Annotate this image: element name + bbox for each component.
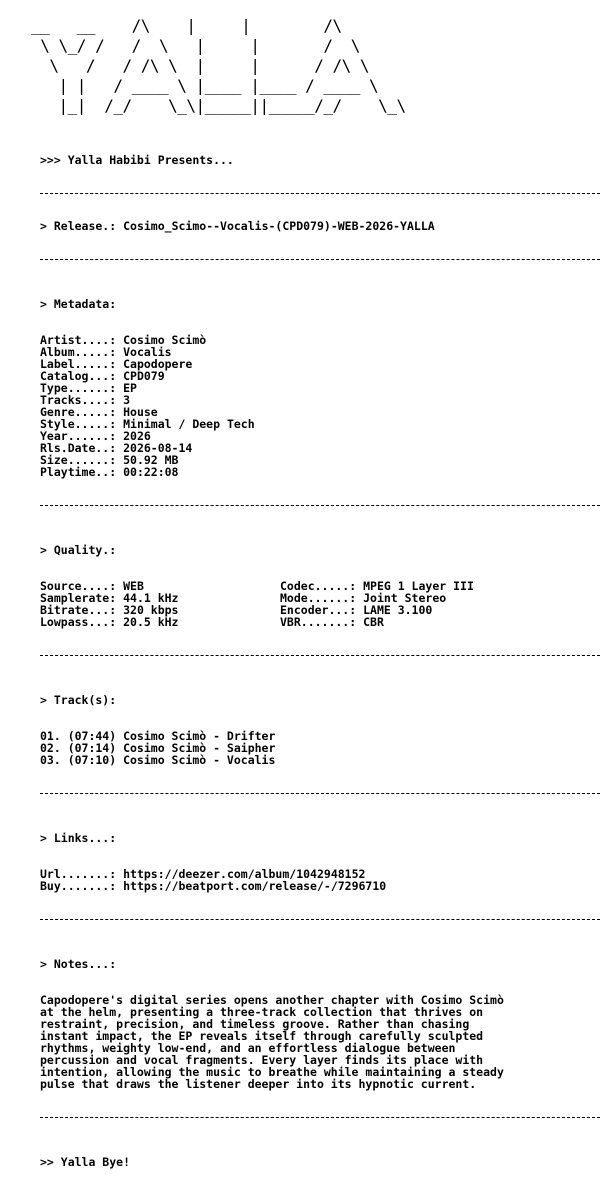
quality-value: WEB <box>116 579 144 593</box>
yalla-ascii-logo: __ __ /\ | | /\ \ \_/ / / \ | | / \ \ / / /\ \ | | / /\ \ | | / ____ \ |____ |____ / ____ \ |_| /_/ \_\|_____||_____/_/ \_\ <box>31 16 406 115</box>
metadata-key: Rls.Date..: <box>40 441 117 455</box>
metadata-value: 2026-08-14 <box>116 441 193 455</box>
link-url[interactable]: https://beatport.com/release/-/7296710 <box>123 879 387 893</box>
metadata-value: EP <box>116 381 137 395</box>
quality-key: Encoder...: <box>280 603 357 617</box>
metadata-key: Label.....: <box>40 357 117 371</box>
link-list <box>40 868 600 892</box>
notes-header: > Notes...: <box>40 957 117 971</box>
metadata-value: Cosimo Scimò <box>116 333 207 347</box>
metadata-value: Vocalis <box>116 345 172 359</box>
metadata-key: Tracks....: <box>40 393 117 407</box>
metadata-value: Capodopere <box>116 357 193 371</box>
metadata-row <box>40 466 600 478</box>
quality-key: Source....: <box>40 579 117 593</box>
metadata-key: Playtime..: <box>40 465 117 479</box>
quality-value: MPEG 1 Layer III <box>356 579 474 593</box>
metadata-key: Type......: <box>40 381 117 395</box>
metadata-value: 50.92 MB <box>116 453 179 467</box>
notes-line: restraint, precision, and timeless groove. Rather than chasing <box>40 1017 470 1031</box>
release-line <box>40 220 600 232</box>
quality-left-cell <box>40 616 280 628</box>
separator <box>40 655 600 656</box>
link-url[interactable]: https://deezer.com/album/1042948152 <box>123 867 366 881</box>
metadata-key: Style.....: <box>40 417 117 431</box>
metadata-key: Album.....: <box>40 345 117 359</box>
footer-line: >> Yalla Bye! <box>40 1155 131 1169</box>
notes-line: rhythms, weighty low-end, and an effortless dialogue between <box>40 1041 456 1055</box>
track-row: 02. (07:14) Cosimo Scimò - Saipher <box>40 741 276 755</box>
metadata-key: Size......: <box>40 453 117 467</box>
quality-key: VBR.......: <box>280 615 357 629</box>
metadata-value: House <box>116 405 158 419</box>
notes-line: pulse that draws the listener deeper into its hypnotic current. <box>40 1077 477 1091</box>
quality-key: Mode......: <box>280 591 357 605</box>
metadata-value: 2026 <box>116 429 151 443</box>
notes-line: Capodopere's digital series opens another chapter with Cosimo Scimò <box>40 993 504 1007</box>
track-list <box>40 730 600 766</box>
separator <box>40 193 600 194</box>
notes-body <box>40 994 600 1090</box>
notes-line: percussion and vocal fragments. Every layer finds its place with <box>40 1053 484 1067</box>
track-row: 01. (07:44) Cosimo Scimò - Drifter <box>40 729 276 743</box>
presents-line: >>> Yalla Habibi Presents... <box>40 153 234 167</box>
metadata-key: Year......: <box>40 429 117 443</box>
links-header: > Links...: <box>40 831 117 845</box>
separator <box>40 1117 600 1118</box>
quality-value: CBR <box>356 615 384 629</box>
separator <box>40 919 600 920</box>
quality-value: 44.1 kHz <box>116 591 179 605</box>
metadata-key: Catalog...: <box>40 369 117 383</box>
quality-key: Samplerate: <box>40 591 117 605</box>
quality-key: Bitrate...: <box>40 603 117 617</box>
link-row <box>40 880 600 892</box>
separator <box>40 259 600 260</box>
quality-list <box>40 580 600 628</box>
track-row: 03. (07:10) Cosimo Scimò - Vocalis <box>40 753 276 767</box>
quality-value: LAME 3.100 <box>356 603 433 617</box>
nfo-text <box>40 130 600 1192</box>
metadata-list <box>40 334 600 478</box>
notes-line: intention, allowing the music to breathe while maintaining a steady <box>40 1065 504 1079</box>
separator <box>40 793 600 794</box>
metadata-key: Artist....: <box>40 333 117 347</box>
metadata-value: CPD079 <box>116 369 165 383</box>
metadata-value: 3 <box>116 393 131 407</box>
metadata-header: > Metadata: <box>40 297 117 311</box>
quality-key: Lowpass...: <box>40 615 117 629</box>
notes-line: at the helm, presenting a three-track collection that thrives on <box>40 1005 484 1019</box>
quality-value: 20.5 kHz <box>116 615 179 629</box>
quality-key: Codec.....: <box>280 579 357 593</box>
metadata-value: 00:22:08 <box>116 465 179 479</box>
notes-line: instant impact, the EP reveals itself through carefully sculpted <box>40 1029 484 1043</box>
quality-value: Joint Stereo <box>356 591 447 605</box>
quality-value: 320 kbps <box>116 603 179 617</box>
tracks-header: > Track(s): <box>40 693 117 707</box>
release-value: Cosimo_Scimo--Vocalis-(CPD079)-WEB-2026-YALLA <box>123 219 435 233</box>
quality-header: > Quality.: <box>40 543 117 557</box>
quality-right-cell <box>280 615 384 629</box>
metadata-key: Genre.....: <box>40 405 117 419</box>
separator <box>40 505 600 506</box>
metadata-value: Minimal / Deep Tech <box>116 417 255 431</box>
quality-row <box>40 616 600 628</box>
link-key: Url.......: <box>40 867 117 881</box>
link-key: Buy.......: <box>40 879 117 893</box>
release-label: > Release.: <box>40 219 117 233</box>
